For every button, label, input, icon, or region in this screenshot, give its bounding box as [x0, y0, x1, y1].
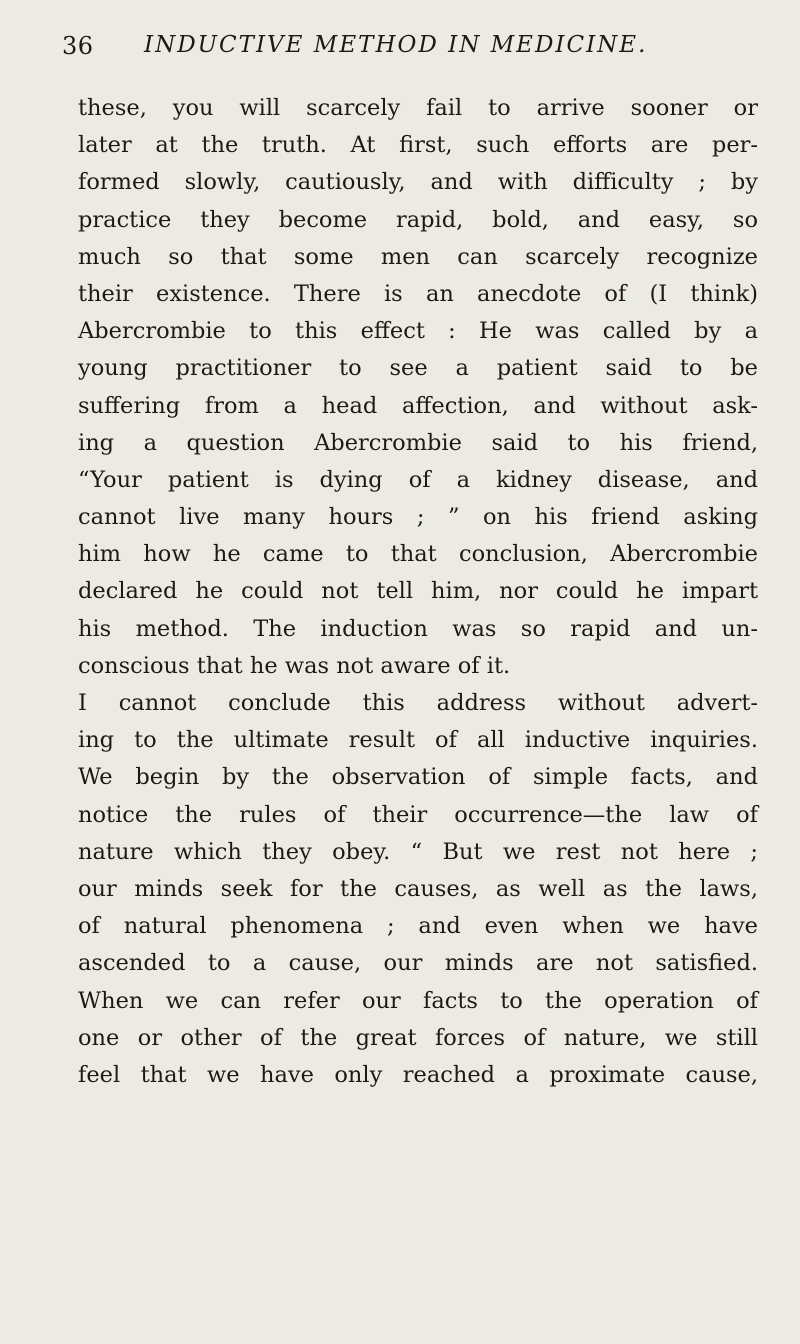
text-line: of natural phenomena ; and even when we have [78, 913, 758, 940]
text-line: suffering from a head affection, and without ask- [78, 392, 758, 419]
text-line: When we can refer our facts to the operation of [78, 987, 758, 1014]
text-line: nature which they obey. “ But we rest not here ; [78, 838, 758, 865]
text-line: him how he came to that conclusion, Abercrombie [78, 541, 758, 568]
text-line: these, you will scarcely fail to arrive sooner or [78, 95, 758, 121]
page-header [62, 20, 762, 64]
text-line: feel that we have only reached a proximate cause, [78, 1061, 758, 1088]
text-line: conscious that he was not aware of it. [78, 652, 511, 679]
text-line: their existence. There is an anecdote of (I think) [78, 280, 758, 307]
text-line: declared he could not tell him, nor could he impart [78, 578, 758, 605]
body-text [78, 90, 758, 1094]
text-line: formed slowly, cautiously, and with difficulty ; by [78, 169, 758, 196]
text-line: ascended to a cause, our minds are not satisfied. [78, 950, 758, 977]
text-line: ing to the ultimate result of all inductive inquiries. [78, 727, 758, 754]
text-line: We begin by the observation of simple facts, and [78, 764, 758, 791]
text-line: much so that some men can scarcely recognize [78, 243, 758, 270]
page-number: 36 [62, 32, 94, 60]
text-line: his method. The induction was so rapid and un- [78, 615, 758, 642]
text-line: “Your patient is dying of a kidney disease, and [78, 466, 758, 493]
text-line: later at the truth. At first, such efforts are per- [78, 132, 758, 159]
text-line: Abercrombie to this effect : He was called by a [78, 318, 758, 345]
text-line: notice the rules of their occurrence—the law of [78, 801, 758, 828]
text-line: our minds seek for the causes, as well as the laws, [78, 875, 758, 902]
text-line: ing a question Abercrombie said to his friend, [78, 429, 758, 456]
text-line: practice they become rapid, bold, and easy, so [78, 206, 758, 233]
running-title: INDUCTIVE METHOD IN MEDICINE. [144, 32, 648, 58]
text-line: one or other of the great forces of nature, we still [78, 1024, 758, 1051]
text-line: young practitioner to see a patient said to be [78, 355, 758, 382]
text-line: cannot live many hours ; ” on his friend asking [78, 504, 758, 531]
text-line: I cannot conclude this address without advert- [78, 690, 758, 716]
